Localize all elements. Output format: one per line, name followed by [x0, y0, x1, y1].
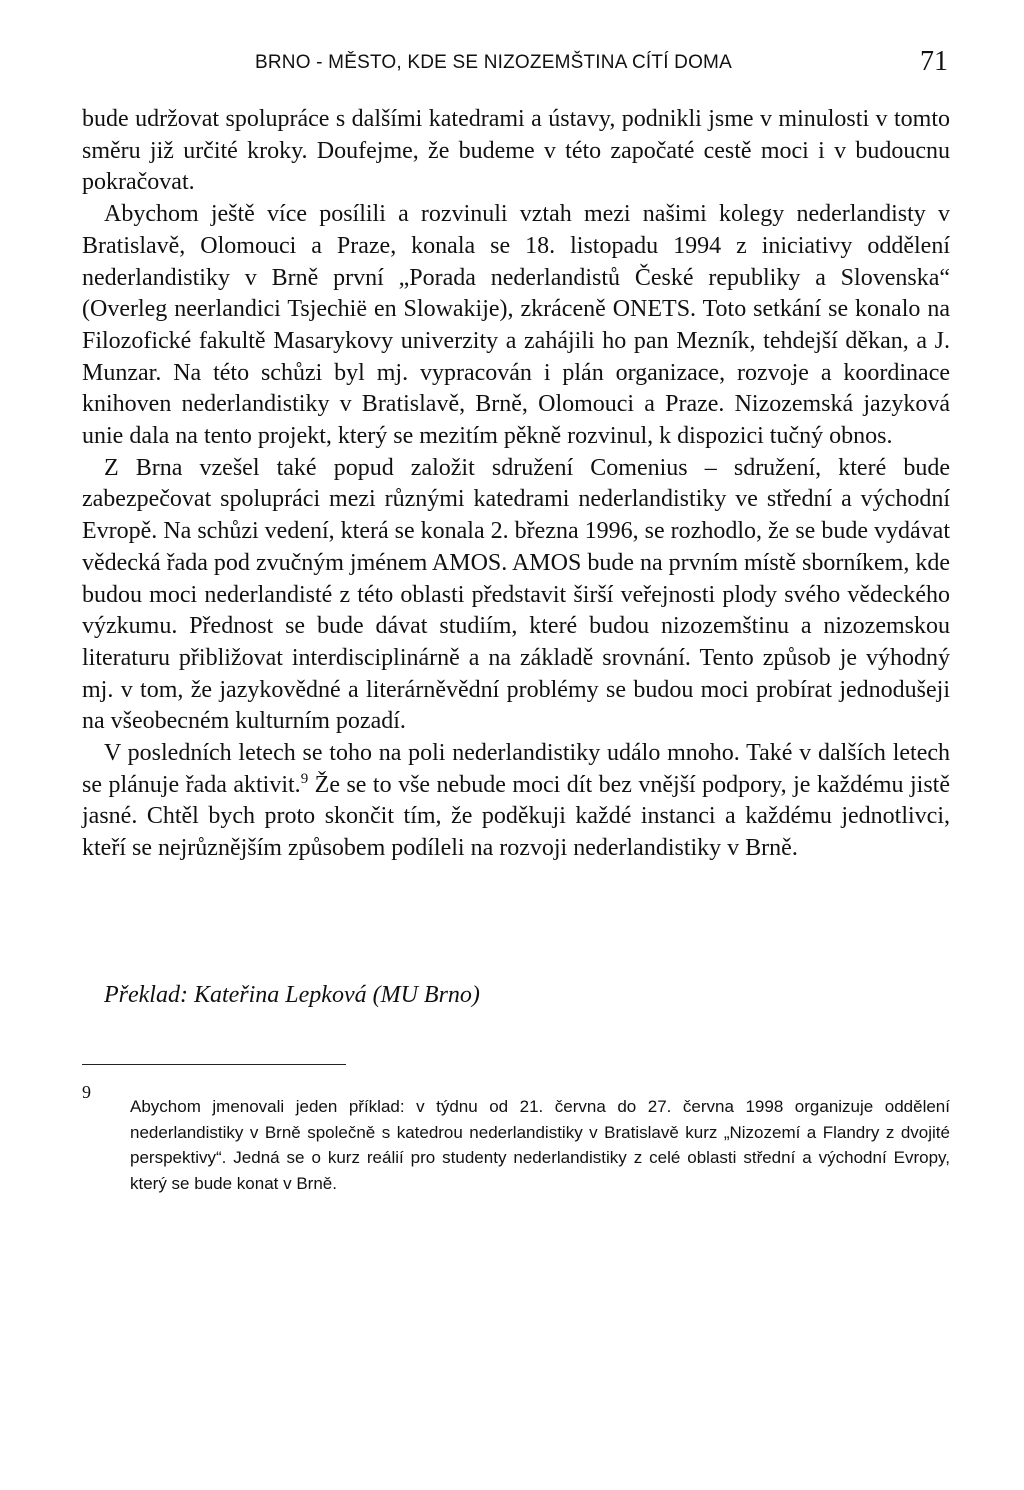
paragraph-text: V posledních letech se toho na poli nederlandistiky událo mnoho. Také v dalších letech se plánuje řada aktivit. — [82, 740, 950, 798]
footnote-number: 9 — [82, 1082, 91, 1102]
running-header — [82, 46, 948, 80]
paragraph: bude udržovat spolupráce s dalšími katedrami a ústavy, podnikli jsme v minulosti v tomto směru již určité kroky. Doufejme, že budeme v této započaté cestě moci i v budoucnu pokračovat. — [82, 106, 950, 196]
footnote-reference[interactable]: 9 — [300, 770, 309, 787]
body-text — [82, 104, 950, 865]
translation-credit: Překlad: Kateřina Lepková (MU Brno) — [104, 982, 480, 1008]
footnote-divider — [82, 1064, 346, 1065]
paragraph-with-footnote — [82, 738, 950, 865]
footnote-text: Abychom jmenovali jeden příklad: v týdnu od 21. června do 27. června 1998 organizuje oddělení nederlandistiky v Brně společně s katedrou nederlandistiky v Bratislavě kurz „Nizozemí a Flandry z dvojité perspektivy“. Jedná se o kurz reálií pro studenty nederlandistiky z celé oblasti střední a východní Evropy, který se bude konat v Brně. — [130, 1097, 950, 1193]
paragraph: Abychom ještě více posílili a rozvinuli vztah mezi našimi kolegy nederlandisty v Bratislavě, Olomouci a Praze, konala se 18. listopadu 1994 z iniciativy oddělení nederlandistiky v Brně první „Porada nederlandistů České republiky a Slovenska“ (Overleg neerlandici Tsjechië en Slowakije), zkráceně ONETS. Toto setkání se konalo na Filozofické fakultě Masarykovy univerzity a zahájili ho pan Mezník, tehdejší děkan, a J. Munzar. Na této schůzi byl mj. vypracován i plán organizace, rozvoje a koordinace knihoven nederlandistiky v Bratislavě, Brně, Olomouci a Praze. Nizozemská jazyková unie dala na tento projekt, který se mezitím pěkně rozvinul, k dispozici tučný obnos. — [82, 201, 950, 450]
page-number: 71 — [920, 46, 948, 77]
paragraph: Z Brna vzešel také popud založit sdružení Comenius – sdružení, které bude zabezpečovat spolupráci mezi různými katedrami nederlandistiky ve střední a východní Evropě. Na schůzi vedení, která se konala 2. března 1996, se rozhodlo, že se bude vydávat vědecká řada pod zvučným jménem AMOS. AMOS bude na prvním místě sborníkem, kde budou moci nederlandisté z této oblasti představit širší veřejnosti plody svého vědeckého výzkumu. Přednost se bude dávat studiím, které budou nizozemštinu a nizozemskou literaturu přibližovat interdisciplinárně a na základě srovnání. Tento způsob je výhodný mj. v tom, že jazykovědné a literárněvědní problémy se budou moci probírat jednodušeji na všeobecném kulturním pozadí. — [82, 454, 950, 735]
paragraph-text: Že se to vše nebude moci dít bez vnější podpory, je každému jistě jasné. Chtěl bych proto skončit tím, že poděkuji každé instanci a každému jednotlivci, kteří se nejrůznějším způsobem podíleli na rozvoji nederlandistiky v Brně. — [82, 771, 950, 862]
running-title: BRNO - MĚSTO, KDE SE NIZOZEMŠTINA CÍTÍ DOMA — [255, 52, 732, 73]
